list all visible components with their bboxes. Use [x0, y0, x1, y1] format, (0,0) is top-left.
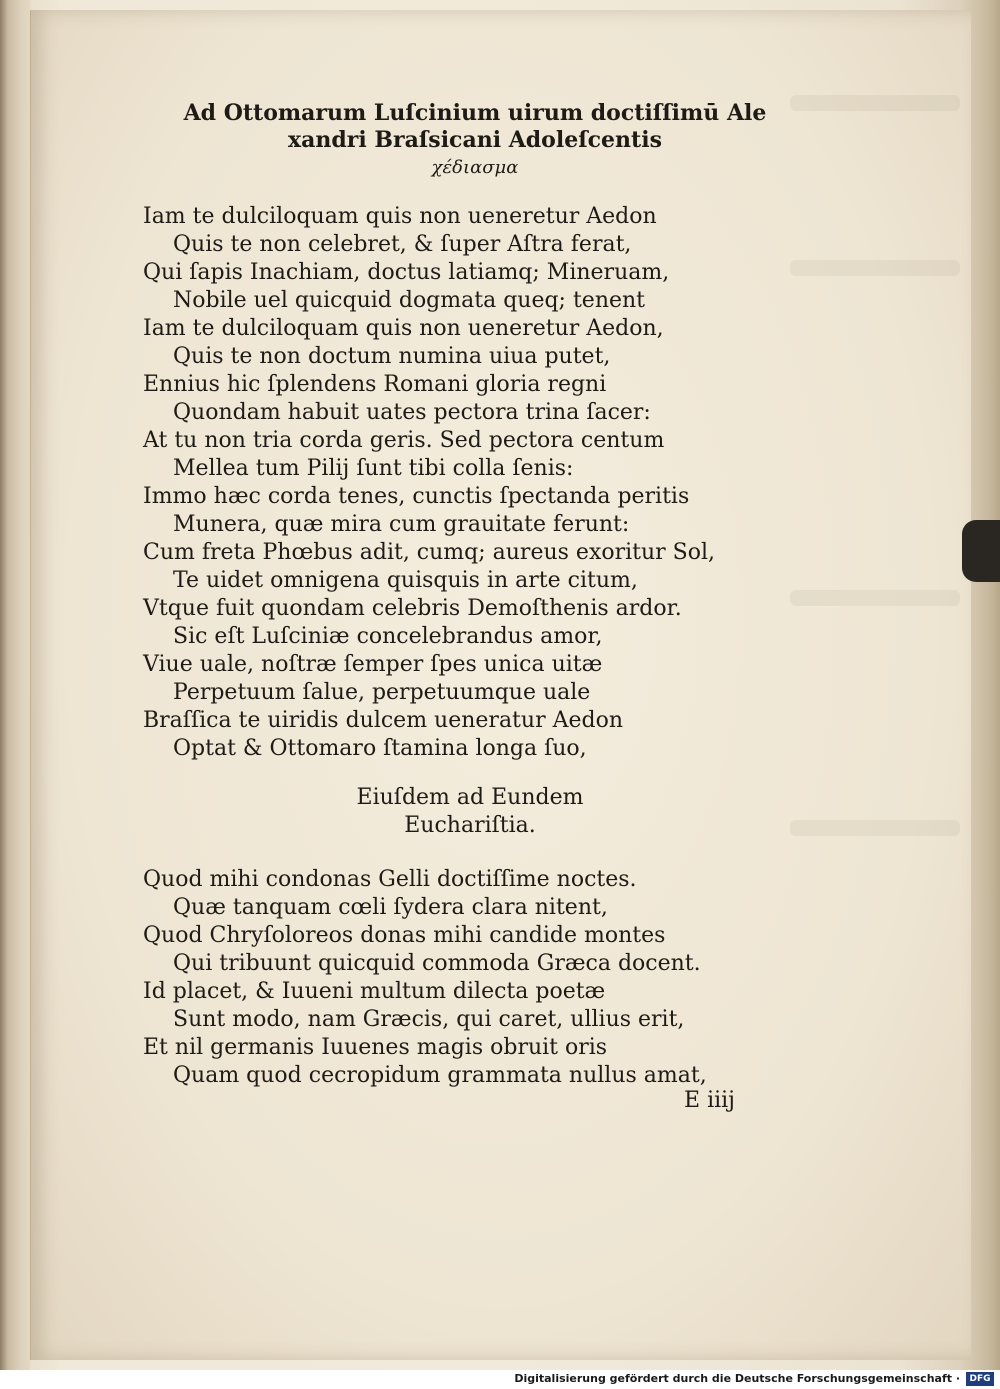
- verse-line: At tu non tria corda geris. Sed pectora centum: [143, 428, 665, 453]
- verse-line: Quis te non doctum numina uiua putet,: [173, 344, 611, 369]
- signature-mark: E iiij: [684, 1088, 735, 1113]
- verse-line: Nobile uel quicquid dogmata queq; tenent: [173, 288, 646, 313]
- verse-line: Cum freta Phœbus adit, cumq; aureus exoritur Sol,: [143, 540, 716, 565]
- show-through: [790, 95, 960, 111]
- show-through: [790, 260, 960, 276]
- verse-line: Quis te non celebret, & ſuper Aſtra ferat,: [173, 232, 632, 257]
- previous-page-edge: [0, 0, 30, 1370]
- verse-line: Quam quod cecropidum grammata nullus amat,: [173, 1063, 707, 1088]
- verse-line: Sunt modo, nam Græcis, qui caret, ullius erit,: [173, 1007, 685, 1032]
- verse-line: Iam te dulciloquam quis non ueneretur Aedon: [143, 204, 657, 229]
- poem-2: [143, 866, 707, 1090]
- title-line-2: xandri Braſsicani Adoleſcentis: [288, 127, 662, 153]
- page-tab-marker: [962, 520, 1000, 582]
- title-greek: χέδιασμα: [431, 157, 519, 178]
- show-through: [790, 590, 960, 606]
- poem-1: [143, 203, 715, 763]
- section-heading-line-1: Eiuſdem ad Eundem: [356, 785, 584, 810]
- verse-line: Qui tribuunt quicquid commoda Græca docent.: [173, 951, 701, 976]
- verse-line: Sic eſt Luſciniæ concelebrandus amor,: [173, 624, 603, 649]
- verse-line: Et nil germanis Iuuenes magis obruit oris: [143, 1035, 608, 1060]
- verse-line: Viue uale, noſtræ ſemper ſpes unica uitæ: [143, 652, 603, 677]
- verse-line: Quondam habuit uates pectora trina ſacer:: [173, 400, 651, 425]
- verse-line: Iam te dulciloquam quis non ueneretur Aedon,: [143, 316, 664, 341]
- verse-line: Munera, quæ mira cum grauitate ferunt:: [173, 512, 630, 537]
- title-line-1: Ad Ottomarum Luſcinium uirum doctiſſimū Ale: [183, 100, 767, 126]
- dfg-logo-icon: DFG: [966, 1372, 994, 1386]
- verse-line: Mellea tum Pilij ſunt tibi colla ſenis:: [173, 456, 574, 481]
- verse-line: Immo hæc corda tenes, cunctis ſpectanda peritis: [143, 484, 690, 509]
- verse-line: Quod Chryſoloreos donas mihi candide montes: [143, 923, 666, 948]
- show-through: [790, 820, 960, 836]
- verse-line: Braſſica te uiridis dulcem ueneratur Aedon: [143, 708, 623, 733]
- verse-line: Ennius hic ſplendens Romani gloria regni: [143, 372, 607, 397]
- verse-line: Optat & Ottomaro ſtamina longa ſuo,: [173, 736, 587, 761]
- section-heading-line-2: Euchariſtia.: [404, 813, 536, 838]
- verse-line: Perpetuum ſalue, perpetuumque uale: [173, 680, 591, 705]
- verse-line: Qui ſapis Inachiam, doctus latiamq; Mineruam,: [143, 260, 670, 285]
- verse-line: Id placet, & Iuueni multum dilecta poetæ: [143, 979, 606, 1004]
- footer-credit: Digitalisierung gefördert durch die Deutsche Forschungsgemeinschaft ·: [514, 1372, 960, 1385]
- verse-line: Quod mihi condonas Gelli doctiſſime noctes.: [143, 867, 637, 892]
- verse-line: Quæ tanquam cœli ſydera clara nitent,: [173, 895, 608, 920]
- verse-line: Vtque fuit quondam celebris Demoſthenis ardor.: [143, 596, 682, 621]
- verse-line: Te uidet omnigena quisquis in arte citum,: [173, 568, 638, 593]
